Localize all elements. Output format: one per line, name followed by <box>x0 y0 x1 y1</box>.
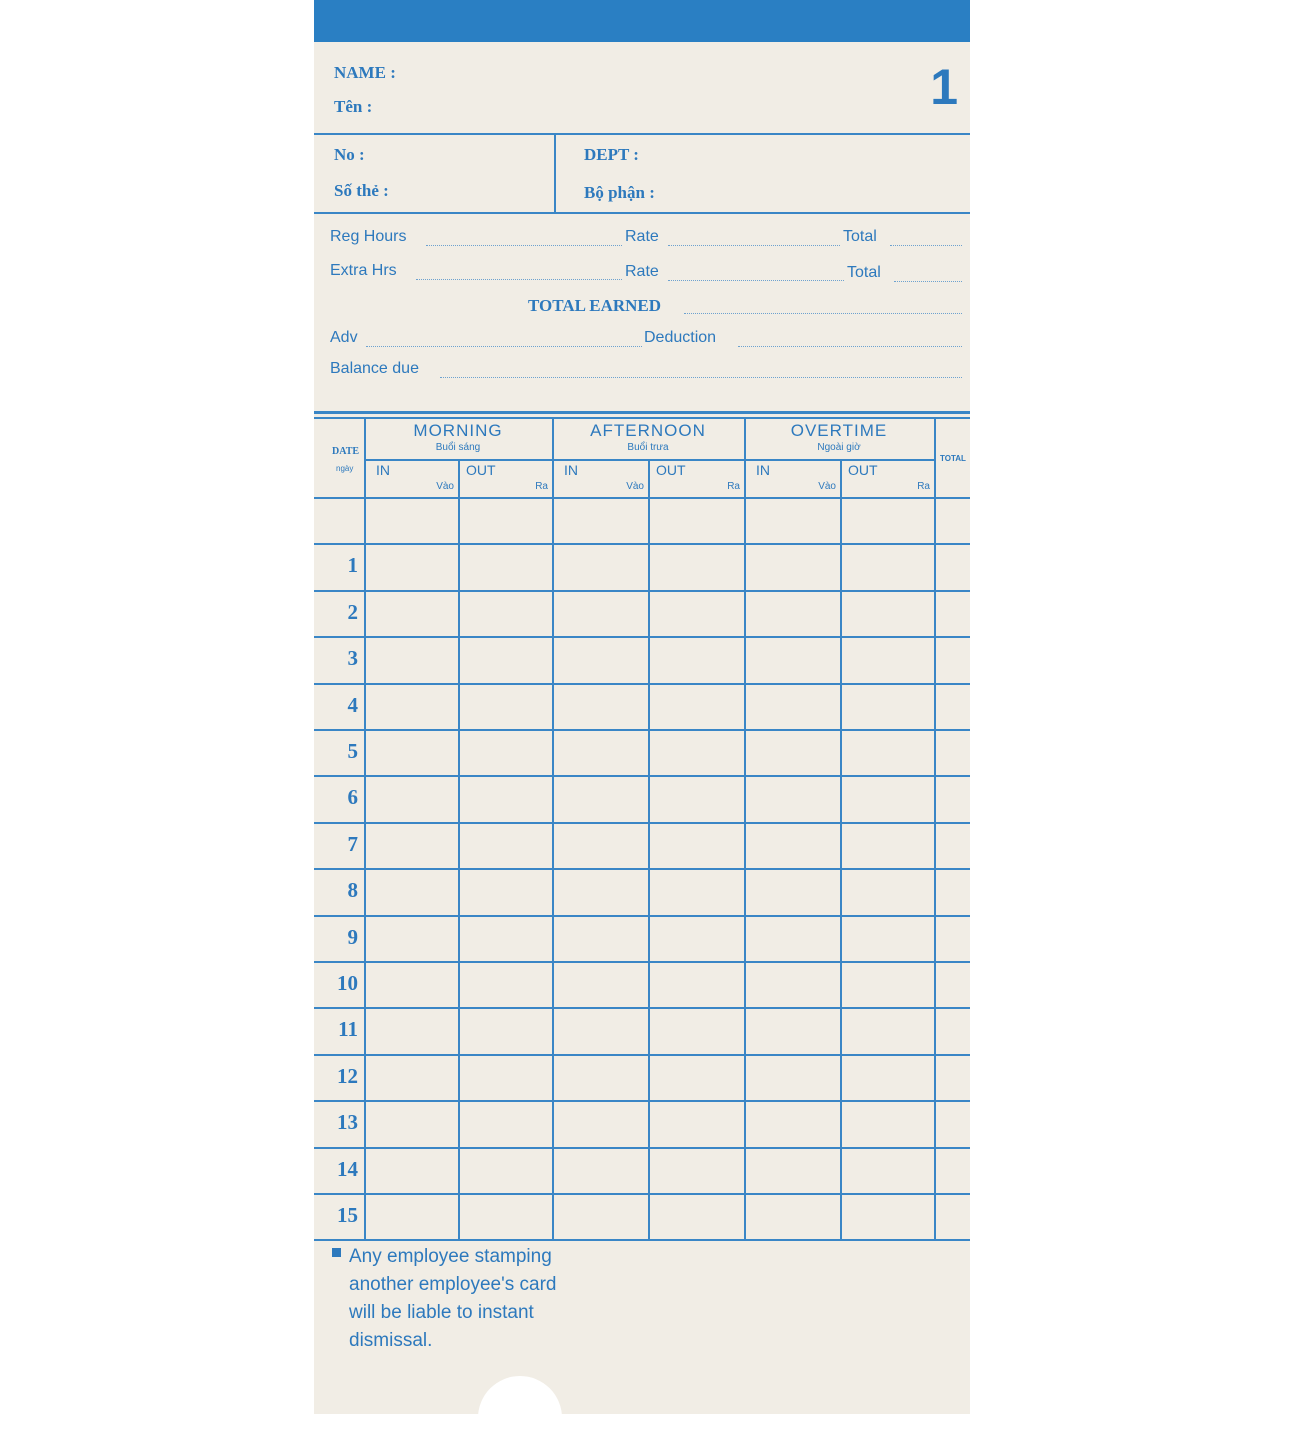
day-number: 4 <box>347 693 358 717</box>
section-1-out-label: OUT <box>656 462 686 478</box>
section-2-in-vi-label: Vào <box>818 481 836 492</box>
punch-notch <box>478 1376 562 1414</box>
deduction-label: Deduction <box>644 329 717 346</box>
day-number: 3 <box>347 646 358 670</box>
rate-label-2: Rate <box>625 263 659 280</box>
day-number: 2 <box>347 600 358 624</box>
row-divider <box>314 543 970 545</box>
notice-line-3: will be liable to instant <box>349 1302 534 1323</box>
section-subtitle-1: Buổi trưa <box>627 442 669 453</box>
name-label: NAME : <box>334 63 396 82</box>
no-label-vi: Số thẻ : <box>334 181 389 200</box>
name-label-vi: Tên : <box>334 97 373 116</box>
section-1-in-label: IN <box>564 462 578 478</box>
extra-hrs-label: Extra Hrs <box>330 262 397 279</box>
section-0-in-label: IN <box>376 462 390 478</box>
divider-dept <box>314 212 970 214</box>
row-divider <box>314 822 970 824</box>
row-divider <box>314 590 970 592</box>
table-top-border <box>314 411 970 414</box>
header-divider <box>364 459 934 461</box>
row-divider <box>314 1239 970 1241</box>
total-label-2: Total <box>847 264 881 281</box>
total-column-header: TOTAL <box>940 454 966 463</box>
row-divider <box>314 683 970 685</box>
balance-due-label: Balance due <box>330 360 419 377</box>
balance-due-field <box>440 377 962 378</box>
day-number: 7 <box>347 832 358 856</box>
adv-field <box>366 346 642 347</box>
deduction-field <box>738 346 962 347</box>
section-2-out-vi-label: Ra <box>917 481 930 492</box>
section-title-1: AFTERNOON <box>590 421 706 440</box>
day-number: 14 <box>337 1157 358 1181</box>
section-subtitle-2: Ngoài giờ <box>817 442 861 453</box>
rate-label-1: Rate <box>625 228 659 245</box>
table-top-border-2 <box>314 417 970 419</box>
dept-label: DEPT : <box>584 145 639 164</box>
section-2-in-label: IN <box>756 462 770 478</box>
divider-no-dept <box>554 133 556 213</box>
extra-hrs-field <box>416 279 622 280</box>
name-field <box>414 86 814 87</box>
time-card <box>314 0 970 1414</box>
day-number: 13 <box>337 1110 358 1134</box>
row-divider <box>314 868 970 870</box>
section-title-0: MORNING <box>413 421 503 440</box>
section-title-2: OVERTIME <box>790 421 888 440</box>
day-number: 12 <box>337 1064 358 1088</box>
row-divider <box>314 1147 970 1149</box>
row-divider <box>314 1054 970 1056</box>
section-0-out-label: OUT <box>466 462 496 478</box>
notice-line-2: another employee's card <box>349 1274 557 1295</box>
section-2-out-label: OUT <box>848 462 878 478</box>
row-divider <box>314 1193 970 1195</box>
section-0-in-vi-label: Vào <box>436 481 454 492</box>
reg-hours-label: Reg Hours <box>330 228 407 245</box>
column-divider <box>648 460 650 1241</box>
row-divider <box>314 915 970 917</box>
divider-name <box>314 133 970 135</box>
row-divider <box>314 1007 970 1009</box>
day-number: 10 <box>337 971 358 995</box>
notice-bullet-icon <box>332 1248 341 1257</box>
dept-label-vi: Bộ phận : <box>584 183 655 202</box>
section-0-out-vi-label: Ra <box>535 481 548 492</box>
row-divider <box>314 729 970 731</box>
total-earned-label: TOTAL EARNED <box>528 296 662 315</box>
adv-label: Adv <box>330 329 358 346</box>
section-1-in-vi-label: Vào <box>626 481 644 492</box>
notice-line-4: dismissal. <box>349 1330 433 1351</box>
notice-line-1: Any employee stamping <box>349 1246 552 1267</box>
column-divider <box>458 460 460 1241</box>
top-color-bar <box>314 0 970 42</box>
day-number: 5 <box>347 739 358 763</box>
total-label-1: Total <box>843 228 877 245</box>
rate-field-1 <box>668 245 840 246</box>
no-label: No : <box>334 145 365 164</box>
card-number: 1 <box>930 59 958 115</box>
date-header-vi: ngày <box>336 464 354 473</box>
day-number: 6 <box>347 785 358 809</box>
total-field-2 <box>894 281 962 282</box>
total-field-1 <box>890 245 962 246</box>
date-header: DATE <box>332 446 360 457</box>
day-number: 9 <box>347 925 358 949</box>
section-subtitle-0: Buổi sáng <box>435 442 481 453</box>
row-divider <box>314 775 970 777</box>
section-1-out-vi-label: Ra <box>727 481 740 492</box>
day-number: 1 <box>347 553 358 577</box>
day-number: 8 <box>347 878 358 902</box>
rate-field-2 <box>668 280 844 281</box>
row-divider <box>314 1100 970 1102</box>
day-number: 15 <box>337 1203 358 1227</box>
reg-hours-field <box>426 245 622 246</box>
row-divider <box>314 636 970 638</box>
column-divider <box>840 460 842 1241</box>
header-bottom-border <box>314 497 970 499</box>
total-earned-field <box>684 313 962 314</box>
day-number: 11 <box>338 1017 358 1041</box>
row-divider <box>314 961 970 963</box>
